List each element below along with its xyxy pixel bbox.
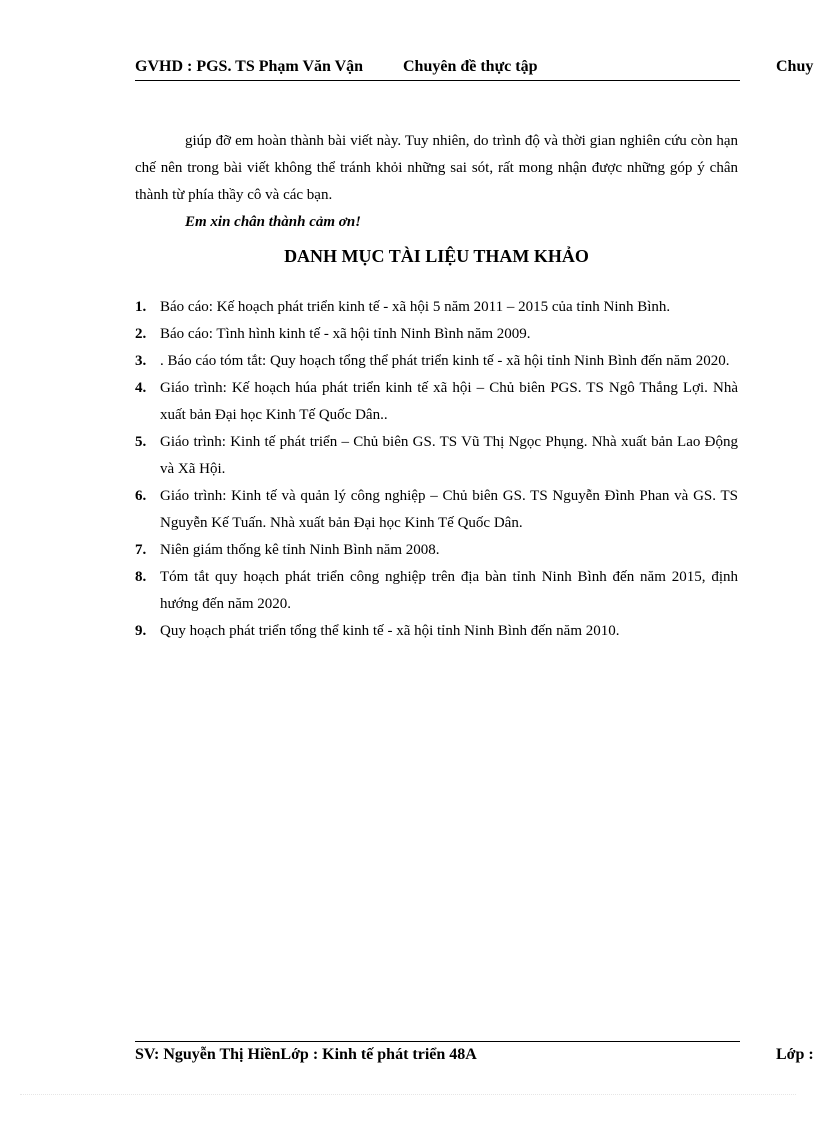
reference-item — [135, 429, 738, 483]
reference-item — [135, 294, 738, 321]
reference-item — [135, 564, 738, 618]
references-title: DANH MỤC TÀI LIỆU THAM KHẢO — [284, 246, 589, 266]
footer-class: Lớp : Kinh tế phát triển 48A — [280, 1046, 477, 1063]
reference-text: Giáo trình: Kế hoạch húa phát triển kinh tế xã hội – Chủ biên PGS. TS Ngô Thắng Lợi. Nhà xuất bản Đại học Kinh Tế Quốc Dân.. — [160, 380, 738, 423]
reference-item — [135, 618, 738, 645]
page-bottom-divider — [20, 1094, 796, 1095]
reference-text: . Báo cáo tóm tắt: Quy hoạch tổng thể phát triển kinh tế - xã hội tỉnh Ninh Bình đến năm 2020. — [160, 353, 730, 369]
reference-text: Giáo trình: Kinh tế phát triển – Chủ biên GS. TS Vũ Thị Ngọc Phụng. Nhà xuất bản Lao Động và Xã Hội. — [160, 434, 738, 477]
page-header — [135, 58, 740, 81]
reference-item — [135, 375, 738, 429]
reference-number: 8. — [135, 569, 147, 585]
reference-item — [135, 483, 738, 537]
reference-text: Báo cáo: Kế hoạch phát triển kinh tế - xã hội 5 năm 2011 – 2015 của tỉnh Ninh Bình. — [160, 299, 671, 315]
document-body — [135, 128, 738, 645]
reference-number: 7. — [135, 542, 147, 558]
reference-number: 5. — [135, 434, 147, 450]
header-report-title: Chuyên đề thực tập — [403, 58, 538, 75]
reference-number: 4. — [135, 380, 147, 396]
footer-student — [135, 1046, 477, 1064]
reference-text: Giáo trình: Kinh tế và quản lý công nghiệp – Chủ biên GS. TS Nguyễn Đình Phan và GS. TS Nguyễn Kế Tuấn. Nhà xuất bản Đại học Kinh Tế Quốc Dân. — [160, 488, 738, 531]
reference-item — [135, 348, 738, 375]
reference-number: 6. — [135, 488, 147, 504]
header-supervisor: GVHD : PGS. TS Phạm Văn Vận — [135, 58, 364, 75]
footer-student-name: SV: Nguyễn Thị Hiền — [135, 1046, 281, 1063]
header-overflow-text: Chuy — [776, 58, 814, 75]
reference-text: Niên giám thống kê tỉnh Ninh Bình năm 2008. — [160, 542, 440, 558]
reference-text: Báo cáo: Tình hình kinh tế - xã hội tỉnh Ninh Bình năm 2009. — [160, 326, 531, 342]
reference-item — [135, 537, 738, 564]
reference-item — [135, 321, 738, 348]
closing-paragraph: giúp đỡ em hoàn thành bài viết này. Tuy nhiên, do trình độ và thời gian nghiên cứu còn hạn chế nên trong bài viết không thể tránh khỏi những sai sót, rất mong nhận được những góp ý chân thành từ phía thầy cô và các bạn. — [135, 133, 738, 203]
reference-number: 3. — [135, 353, 147, 369]
thanks-line: Em xin chân thành cảm ơn! — [185, 214, 362, 230]
reference-text: Tóm tắt quy hoạch phát triển công nghiệp trên địa bàn tỉnh Ninh Bình đến năm 2015, định hướng đến năm 2020. — [160, 569, 738, 612]
references-list — [135, 294, 738, 645]
reference-text: Quy hoạch phát triển tổng thể kinh tế - xã hội tỉnh Ninh Bình đến năm 2010. — [160, 623, 620, 639]
reference-number: 9. — [135, 623, 147, 639]
reference-number: 1. — [135, 299, 147, 315]
footer-overflow-text: Lớp : — [776, 1046, 814, 1063]
reference-number: 2. — [135, 326, 147, 342]
footer-rule — [135, 1041, 740, 1042]
